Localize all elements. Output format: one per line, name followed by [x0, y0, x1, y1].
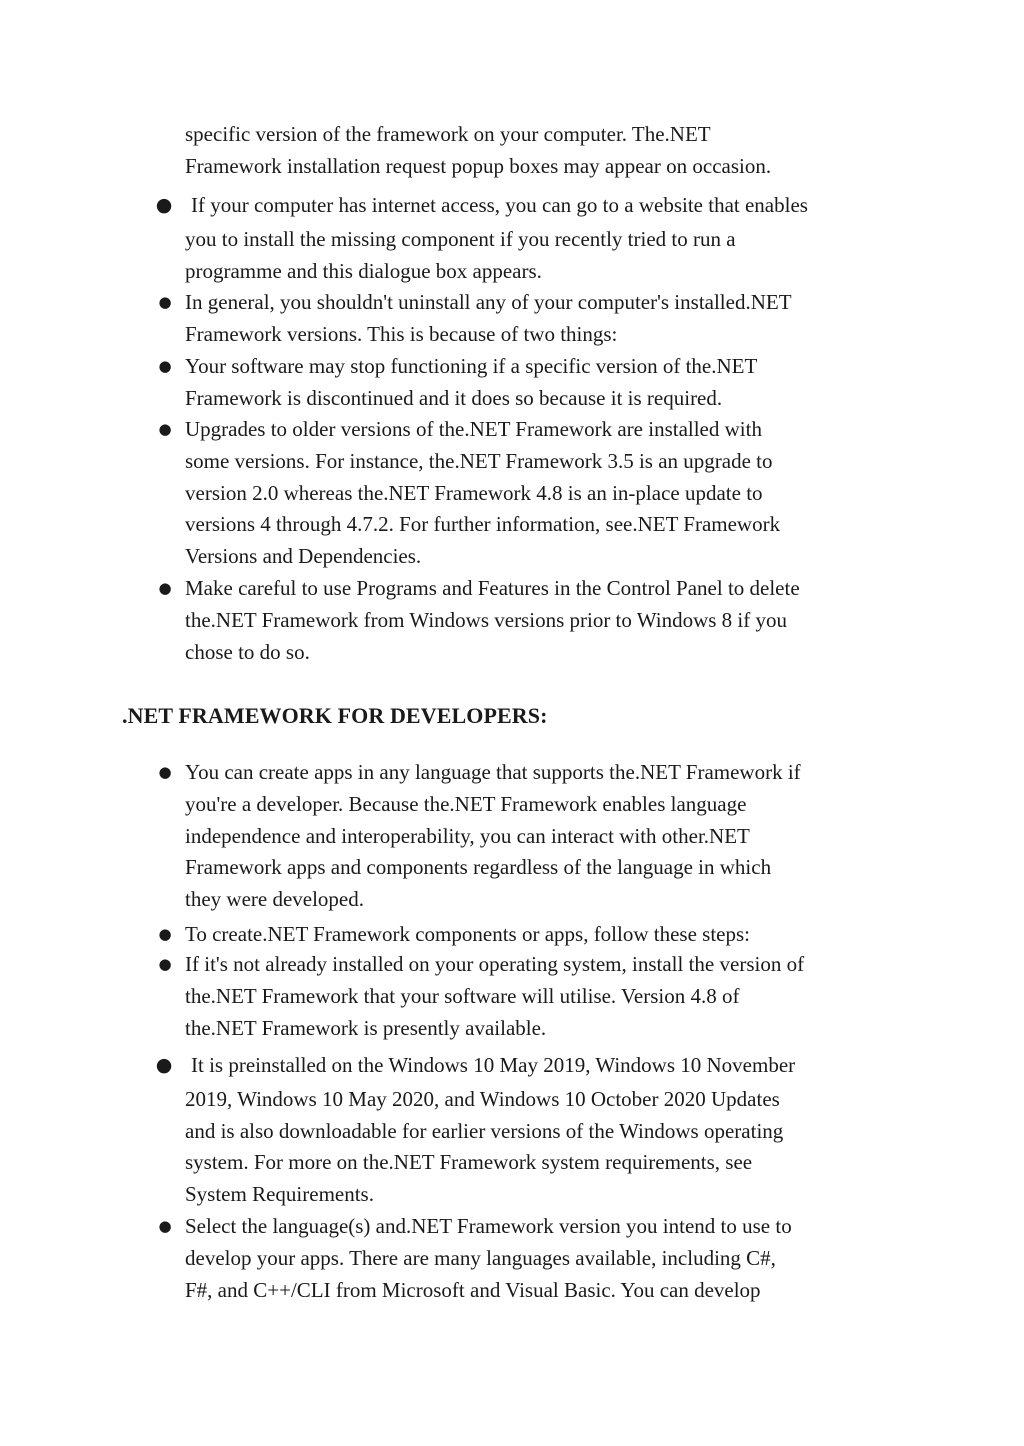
- list-item-line: and is also downloadable for earlier versions of the Windows operating: [185, 1118, 784, 1143]
- list-item: [155, 190, 905, 287]
- list-item: [158, 757, 905, 916]
- list-item: [158, 1211, 905, 1306]
- list-item-line: Framework versions. This is because of two things:: [185, 321, 618, 346]
- section-heading: .NET FRAMEWORK FOR DEVELOPERS:: [122, 703, 548, 728]
- list-item-line: 2019, Windows 10 May 2020, and Windows 10 October 2020 Updates: [185, 1086, 780, 1111]
- list-item-line: Your software may stop functioning if a specific version of the.NET: [185, 354, 758, 378]
- list-item-line: It is preinstalled on the Windows 10 May 2019, Windows 10 November: [191, 1053, 796, 1077]
- continuation-line: specific version of the framework on your computer. The.NET: [185, 122, 711, 146]
- list-item-line: the.NET Framework is presently available.: [185, 1015, 547, 1040]
- bullet-icon: ●: [158, 357, 172, 375]
- bullet-icon: ●: [158, 1217, 172, 1235]
- list-item: [158, 287, 905, 351]
- bullet-icon: ●: [158, 420, 172, 438]
- bullet-icon: ●: [158, 293, 172, 311]
- list-item: [158, 949, 905, 1044]
- list-item-line: version 2.0 whereas the.NET Framework 4.8 is an in-place update to: [185, 480, 763, 505]
- list-item-line: develop your apps. There are many languages available, including C#,: [185, 1245, 776, 1270]
- list-item-line: F#, and C++/CLI from Microsoft and Visual Basic. You can develop: [185, 1277, 761, 1302]
- list-item-line: you're a developer. Because the.NET Framework enables language: [185, 791, 747, 816]
- list-item-line: Upgrades to older versions of the.NET Framework are installed with: [185, 417, 762, 441]
- bullet-icon: ●: [158, 955, 172, 973]
- bullet-icon: ●: [155, 1054, 173, 1076]
- bullet-icon: ●: [158, 763, 172, 781]
- list-item-line: programme and this dialogue box appears.: [185, 258, 542, 283]
- list-item: [158, 351, 905, 415]
- continuation-paragraph: [185, 119, 905, 183]
- list-item-line: versions 4 through 4.7.2. For further information, see.NET Framework: [185, 512, 781, 537]
- list-item-line: To create.NET Framework components or apps, follow these steps:: [185, 922, 751, 946]
- list-item-line: Framework is discontinued and it does so because it is required.: [185, 385, 723, 410]
- bullet-icon: ●: [155, 194, 173, 216]
- list-item-line: some versions. For instance, the.NET Framework 3.5 is an upgrade to: [185, 448, 773, 473]
- list-item-line: system. For more on the.NET Framework system requirements, see: [185, 1150, 753, 1175]
- list-item-line: In general, you shouldn't uninstall any of your computer's installed.NET: [185, 290, 792, 314]
- list-item-line: System Requirements.: [185, 1182, 374, 1207]
- list-item-line: chose to do so.: [185, 639, 310, 664]
- list-item-line: You can create apps in any language that supports the.NET Framework if: [185, 760, 801, 784]
- list-item-line: the.NET Framework from Windows versions prior to Windows 8 if you: [185, 607, 787, 632]
- list-item-line: Versions and Dependencies.: [185, 544, 422, 569]
- continuation-line: Framework installation request popup boxes may appear on occasion.: [185, 153, 772, 178]
- list-item-line: you to install the missing component if you recently tried to run a: [185, 226, 736, 251]
- list-item: [158, 414, 905, 573]
- list-item: [155, 1050, 905, 1211]
- bullet-icon: ●: [158, 579, 172, 597]
- list-item-line: Make careful to use Programs and Features in the Control Panel to delete: [185, 576, 800, 600]
- list-item: [158, 573, 905, 668]
- list-item-line: Framework apps and components regardless of the language in which: [185, 855, 772, 880]
- bullet-icon: ●: [158, 925, 172, 943]
- list-item: [158, 919, 905, 951]
- list-item-line: the.NET Framework that your software will utilise. Version 4.8 of: [185, 983, 740, 1008]
- list-item-line: independence and interoperability, you can interact with other.NET: [185, 823, 750, 848]
- list-item-line: If your computer has internet access, you can go to a website that enables: [191, 193, 808, 217]
- list-item-line: If it's not already installed on your operating system, install the version of: [185, 952, 805, 976]
- list-item-line: Select the language(s) and.NET Framework version you intend to use to: [185, 1214, 792, 1238]
- list-item-line: they were developed.: [185, 887, 365, 912]
